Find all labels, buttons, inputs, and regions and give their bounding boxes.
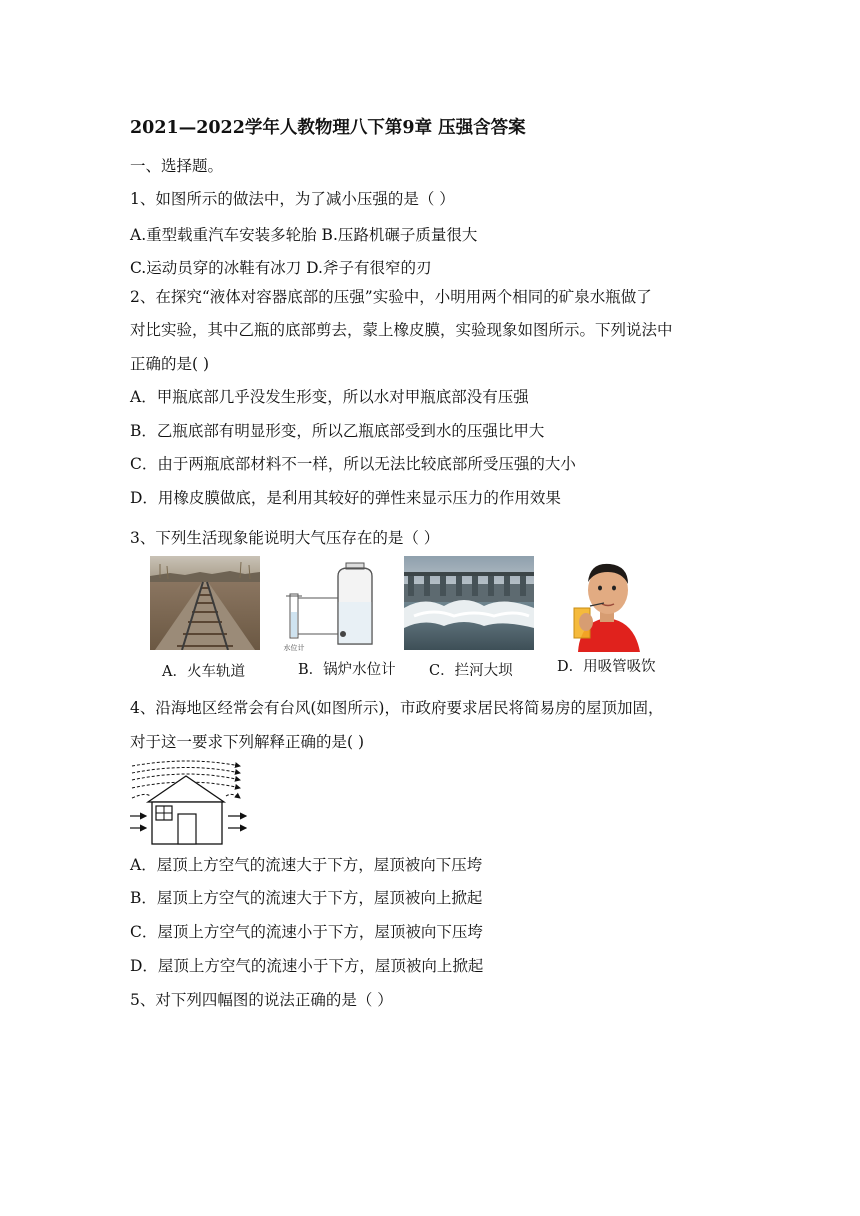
q2-option-b: B．乙瓶底部有明显形变，所以乙瓶底部受到水的压强比甲大: [130, 422, 545, 440]
typhoon-house-diagram: [128, 758, 250, 846]
q4-stem-line2: 对于这一要求下列解释正确的是( ): [130, 733, 365, 751]
q2-option-c: C．由于两瓶底部材料不一样，所以无法比较底部所受压强的大小: [130, 455, 576, 473]
gauge-label: 水位计: [283, 644, 305, 652]
q2-stem-line1: 2、在探究“液体对容器底部的压强”实验中，小明用两个相同的矿泉水瓶做了: [130, 288, 652, 306]
q5-stem: 5、对下列四幅图的说法正确的是（ ）: [130, 991, 393, 1009]
q4-stem-line1: 4、沿海地区经常会有台风(如图所示)，市政府要求居民将简易房的屋顶加固，: [130, 699, 664, 717]
q2-option-a: A．甲瓶底部几乎没发生形变，所以水对甲瓶底部没有压强: [130, 388, 529, 406]
q4-option-a: A．屋顶上方空气的流速大于下方，屋顶被向下压垮: [130, 856, 483, 874]
q4-option-d: D．屋顶上方空气的流速小于下方，屋顶被向上掀起: [130, 957, 484, 975]
q1-stem: 1、如图所示的做法中，为了减小压强的是（ ）: [130, 190, 455, 208]
q1-options-row1: A.重型载重汽车安装多轮胎 B.压路机碾子质量很大: [130, 226, 478, 244]
q1-options-row2: C.运动员穿的冰鞋有冰刀 D.斧子有很窄的刃: [130, 259, 432, 277]
dam-image: [404, 556, 534, 650]
section-heading: 一、选择题。: [130, 157, 224, 175]
page-title: 2021—2022学年人教物理八下第9章 压强含答案: [130, 118, 526, 138]
q3-caption-a: A．火车轨道: [162, 664, 245, 680]
q4-option-c: C．屋顶上方空气的流速小于下方，屋顶被向下压垮: [130, 923, 483, 941]
q3-caption-c: C．拦河大坝: [429, 663, 513, 679]
q2-stem-line2: 对比实验，其中乙瓶的底部剪去，蒙上橡皮膜，实验现象如图所示。下列说法中: [130, 321, 673, 339]
q2-option-d: D．用橡皮膜做底，是利用其较好的弹性来显示压力的作用效果: [130, 489, 561, 507]
boiler-gauge-diagram: [280, 562, 380, 654]
q3-caption-b: B．锅炉水位计: [298, 662, 396, 678]
boy-drinking-image: [564, 556, 650, 652]
q3-caption-d: D．用吸管吸饮: [557, 659, 656, 675]
q2-stem-line3: 正确的是( ): [130, 355, 210, 373]
railway-track-image: [150, 556, 260, 650]
q3-stem: 3、下列生活现象能说明大气压存在的是（ ）: [130, 529, 440, 547]
q4-option-b: B．屋顶上方空气的流速大于下方，屋顶被向上掀起: [130, 889, 483, 907]
